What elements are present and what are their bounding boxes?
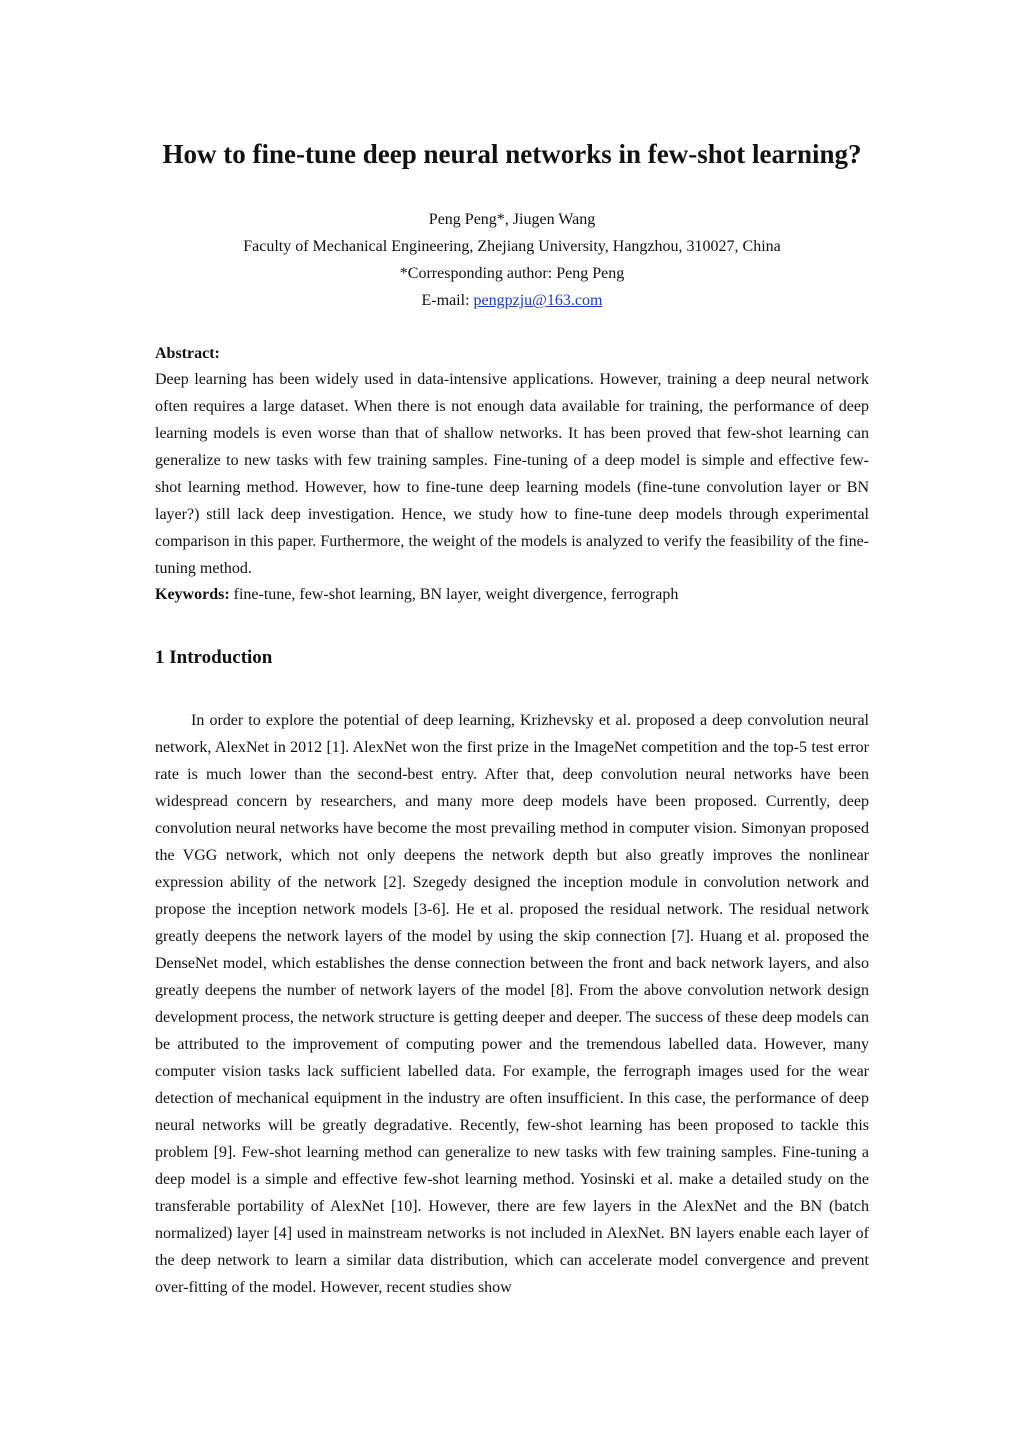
abstract-text: Deep learning has been widely used in data-intensive applications. However, training a deep neural network often requires a large dataset. When there is not enough data available for training, the performance of deep learning models is even worse than that of shallow networks. It has been proved that few-shot learning can generalize to new tasks with few training samples. Fine-tuning of a deep model is simple and effective few-shot learning method. However, how to fine-tune deep learning models (fine-tune convolution layer or BN layer?) still lack deep investigation. Hence, we study how to fine-tune deep models through experimental comparison in this paper. Furthermore, the weight of the models is analyzed to verify the feasibility of the fine-tuning method.: [155, 371, 869, 577]
abstract-heading: Abstract:: [155, 345, 220, 362]
paper-title: How to fine-tune deep neural networks in few-shot learning?: [162, 139, 862, 169]
email-label: E-mail:: [421, 292, 474, 309]
email-line: [0, 287, 1024, 314]
keywords-label: Keywords:: [155, 586, 230, 603]
section-heading-introduction: 1 Introduction: [155, 647, 273, 668]
keywords-line: [155, 581, 869, 608]
email-link[interactable]: pengpzju@163.com: [473, 292, 603, 309]
corresponding-author: *Corresponding author: Peng Peng: [399, 265, 625, 282]
author-info: [0, 206, 1024, 314]
author-names: Peng Peng*, Jiugen Wang: [428, 211, 596, 228]
affiliation: Faculty of Mechanical Engineering, Zhejiang University, Hangzhou, 310027, China: [243, 238, 781, 255]
introduction-text: In order to explore the potential of deep learning, Krizhevsky et al. proposed a deep convolution neural network, AlexNet in 2012 [1]. AlexNet won the first prize in the ImageNet competition and the top-5 test error rate is much lower than the second-best entry. After that, deep convolution neural networks have been widespread concern by researchers, and many more deep models have been proposed. Currently, deep convolution neural networks have become the most prevailing method in computer vision. Simonyan proposed the VGG network, which not only deepens the network depth but also greatly improves the nonlinear expression ability of the network [2]. Szegedy designed the inception module in convolution network and propose the inception network models [3-6]. He et al. proposed the residual network. The residual network greatly deepens the network layers of the model by using the skip connection [7]. Huang et al. proposed the DenseNet model, which establishes the dense connection between the front and back network layers, and also greatly deepens the number of network layers of the model [8]. From the above convolution network design development process, the network structure is getting deeper and deeper. The success of these deep models can be attributed to the improvement of computing power and the tremendous labelled data. However, many computer vision tasks lack sufficient labelled data. For example, the ferrograph images used for the wear detection of mechanical equipment in the industry are often insufficient. In this case, the performance of deep neural networks will be greatly degradative. Recently, few-shot learning has been proposed to tackle this problem [9]. Few-shot learning method can generalize to new tasks with few training samples. Fine-tuning a deep model is a simple and effective few-shot learning method. Yosinski et al. make a detailed study on the transferable portability of AlexNet [10]. However, there are few layers in the AlexNet and the BN (batch normalized) layer [4] used in mainstream networks is not included in AlexNet. BN layers enable each layer of the deep network to learn a similar data distribution, which can accelerate model convergence and prevent over-fitting of the model. However, recent studies show: [155, 712, 869, 1296]
keywords-list: fine-tune, few-shot learning, BN layer, weight divergence, ferrograph: [229, 586, 679, 603]
